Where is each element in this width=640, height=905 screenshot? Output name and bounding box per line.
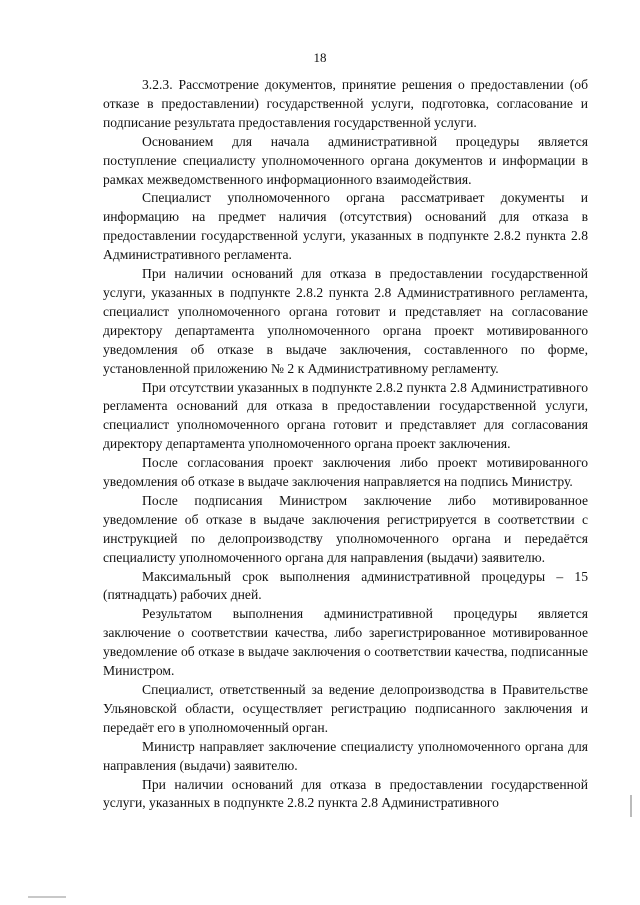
scan-footer-mark bbox=[28, 896, 66, 898]
paragraph-7: После подписания Министром заключение либо мотивированное уведомление об отказе в выдаче заключения регистрируется в соответствии с инструкцией по делопроизводству уполномоченного органа и передаётся специалисту уполномоченного органа для направления (выдачи) заявителю. bbox=[103, 492, 588, 565]
paragraph-11: Министр направляет заключение специалисту уполномоченного органа для направления (выдачи) заявителю. bbox=[103, 738, 588, 773]
paragraph-3: Специалист уполномоченного органа рассматривает документы и информацию на предмет наличия (отсутствия) оснований для отказа в предоставлении государственной услуги, указанных в подпункте 2.8.2 пункта 2.8 Административного регламента. bbox=[103, 190, 588, 263]
paragraph-6: После согласования проект заключения либо проект мотивированного уведомления об отказе в выдаче заключения направляется на подпись Министру. bbox=[103, 455, 588, 490]
document-body bbox=[103, 76, 588, 813]
paragraph-5: При отсутствии указанных в подпункте 2.8.2 пункта 2.8 Административного регламента оснований для отказа в предоставлении государственной услуги, специалист уполномоченного органа готовит и представляет для согласования директору департамента уполномоченного органа проект заключения. bbox=[103, 379, 588, 452]
page-number: 18 bbox=[313, 50, 327, 65]
paragraph-8: Максимальный срок выполнения административной процедуры – 15 (пятнадцать) рабочих дней. bbox=[103, 568, 588, 603]
paragraph-9: Результатом выполнения административной процедуры является заключение о соответствии качества, либо зарегистрированное мотивированное уведомление об отказе в выдаче заключения о соответствии качества, подписанные Министром. bbox=[103, 606, 588, 679]
paragraph-4: При наличии оснований для отказа в предоставлении государственной услуги, указанных в подпункте 2.8.2 пункта 2.8 Административного регламента, специалист уполномоченного органа готовит и представляет на согласование директору департамента уполномоченного органа проект мотивированного уведомления об отказе в выдаче заключения, составленного по форме, установленной приложению № 2 к Административному регламенту. bbox=[103, 266, 588, 376]
paragraph-12: При наличии оснований для отказа в предоставлении государственной услуги, указанных в подпункте 2.8.2 пункта 2.8 Административного bbox=[103, 776, 588, 811]
paragraph-1: 3.2.3. Рассмотрение документов, принятие решения о предоставлении (об отказе в предоставлении) государственной услуги, подготовка, согласование и подписание результата предоставления государственной услуги. bbox=[103, 77, 588, 130]
paragraph-2: Основанием для начала административной процедуры является поступление специалисту уполномоченного органа документов и информации в рамках межведомственного информационного взаимодействия. bbox=[103, 133, 588, 187]
scan-edge-mark bbox=[630, 795, 632, 817]
paragraph-10: Специалист, ответственный за ведение делопроизводства в Правительстве Ульяновской области, осуществляет регистрацию подписанного заключения и передаёт его в уполномоченный орган. bbox=[103, 682, 588, 735]
